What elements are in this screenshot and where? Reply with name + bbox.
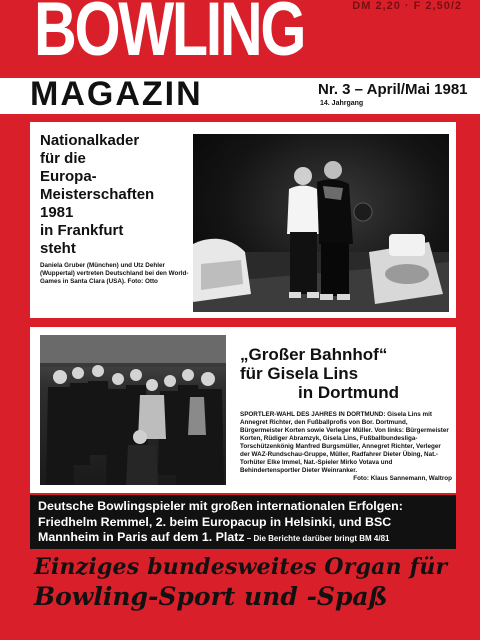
- slogan-line-2: Bowling-Sport und -Spaß: [34, 582, 388, 611]
- bowling-logo: BOWLING: [34, 0, 305, 72]
- story2-headline-line: „Großer Bahnhof“: [240, 345, 388, 364]
- issue-number: Nr. 3 – April/Mai 1981: [318, 81, 468, 98]
- news-band: [30, 495, 456, 549]
- story1-headline-line: für die: [40, 150, 86, 167]
- story1-headline-line: 1981: [40, 204, 74, 221]
- bowling-players-photo: [193, 134, 449, 312]
- story2-photo-credit: Foto: Klaus Sannemann, Waltrop: [353, 475, 452, 482]
- story1-headline-line: Meisterschaften: [40, 186, 155, 203]
- story-panel-gisela-lins: [30, 327, 456, 493]
- story1-headline-line: steht: [40, 240, 76, 257]
- slogan-line-1: Einziges bundesweites Organ für: [34, 554, 448, 580]
- group-photo: [40, 335, 226, 485]
- story2-caption-text: SPORTLER-WAHL DES JAHRES IN DORTMUND: Gisela Lins mit Annegret Richter, den Fußballprofis von Bor. Dortmund, Bürgermeister Korten sowie Verleger Müller. Von links: Bürgermeister Korten, Rüdiger Abramzyk, Gisela Lins, Fußballbundesliga-Torschützenkönig Manfred Burgsmüller, Annegret Richter, Verleger der WAZ-Rundschau-Gruppe, Müller, Radfahrer Dieter Übing, Nat.-Torhüter Elke Immel, Nat.-Spieler Mirko Votava und Behindertensportler Dieter Weinranker.: [240, 411, 449, 474]
- volume-label: 14. Jahrgang: [320, 100, 364, 107]
- news-band-reference: – Die Berichte darüber bringt BM 4/81: [244, 534, 390, 543]
- masthead: [0, 0, 480, 78]
- story-panel-nationalkader: [30, 122, 456, 318]
- story2-headline: [240, 345, 452, 402]
- story2-headline-line: für Gisela Lins: [240, 364, 359, 383]
- story1-headline-line: Europa-: [40, 168, 97, 185]
- news-band-main: Deutsche Bowlingspieler mit großen internationalen Erfolgen: Friedhelm Remmel, 2. beim Europacup in Helsinki, und BSC Mannheim in Paris auf dem 1. Platz: [38, 499, 403, 544]
- story2-photo: [40, 335, 226, 485]
- story1-photo: [193, 134, 449, 312]
- slogan: [34, 552, 454, 612]
- news-band-text: [38, 499, 452, 547]
- story1-headline-line: Nationalkader: [40, 132, 140, 149]
- magazin-logo: MAGAZIN: [30, 75, 203, 113]
- story1-caption: Daniela Gruber (München) und Utz Dehler (Wuppertal) vertreten Deutschland bei den World-Games in Santa Clara (USA). Foto: Otto: [40, 262, 189, 285]
- price-line: DM 2,20 · F 2,50/2: [352, 0, 462, 12]
- story2-caption: [240, 411, 452, 483]
- story1-headline-line: in Frankfurt: [40, 222, 124, 239]
- story1-headline: [40, 132, 190, 258]
- story2-headline-line: in Dortmund: [298, 383, 400, 402]
